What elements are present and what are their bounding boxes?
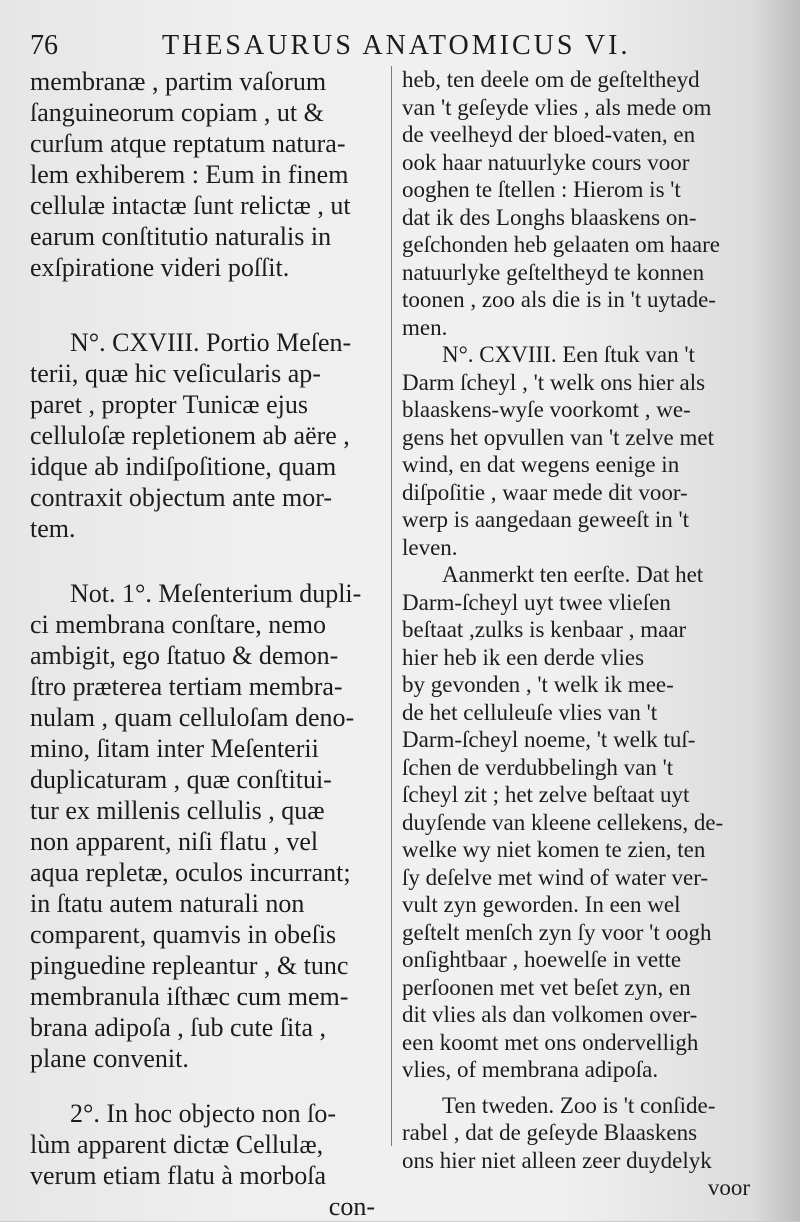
dutch-paragraph-2 — [402, 341, 750, 561]
text-line: mino, ſitam inter Meſenterii — [30, 734, 319, 763]
text-line: ci membrana conſtare, nemo — [30, 610, 326, 639]
text-line: verum etiam flatu à morboſa — [30, 1161, 327, 1190]
text-line: duplicaturam , quæ conſtitui- — [30, 765, 332, 794]
text-line: vlies, of membrana adipoſa. — [402, 1057, 659, 1082]
text-line: nulam , quam celluloſam deno- — [30, 703, 355, 732]
text-line: blaaskens-wyſe voorkomt , we- — [402, 397, 691, 422]
text-line: geſchonden heb gelaaten om haare — [402, 232, 721, 257]
text-line: rabel , dat de geſeyde Blaaskens — [402, 1120, 698, 1145]
column-divider — [391, 66, 392, 1146]
text-line: brana adipoſa , ſub cute ſita , — [30, 1013, 327, 1042]
text-line: celluloſæ repletionem ab aëre , — [30, 421, 350, 450]
text-line: ons hier niet alleen zeer duydelyk — [402, 1147, 712, 1173]
catchword: con- — [328, 1192, 375, 1221]
text-line: Aanmerkt ten eerſte. Dat het — [442, 562, 704, 587]
catchword: voor — [707, 1175, 750, 1200]
text-line: dat ik des Longhs blaaskens on- — [402, 204, 697, 230]
dutch-column — [402, 66, 750, 1202]
text-line: Darm ſcheyl , 't welk ons hier als — [402, 369, 706, 395]
text-line: ſtro præterea tertiam membra- — [30, 672, 343, 701]
text-line: N°. CXVIII. Een ſtuk van 't — [442, 342, 695, 367]
text-line: de het celluleuſe vlies van 't — [402, 699, 658, 725]
text-line: van 't geſeyde vlies , als mede om — [402, 94, 712, 120]
text-line: aqua repletæ, oculos incurrant; — [30, 858, 351, 887]
text-line: N°. CXVIII. Portio Meſen- — [70, 328, 352, 357]
text-line: gens het opvullen van 't zelve met — [402, 424, 714, 450]
text-line: dit vlies als dan volkomen over- — [402, 1002, 698, 1027]
text-line: toonen , zoo als die is in 't uytade- — [402, 287, 716, 312]
text-line: earum conſtitutio naturalis in — [30, 222, 332, 251]
page-number: 76 — [30, 30, 58, 61]
text-line: cellulæ intactæ ſunt relictæ , ut — [30, 191, 351, 220]
text-line: welke wy niet komen te zien, ten — [402, 837, 706, 862]
text-line: perſoonen met vet beſet zyn, en — [402, 974, 691, 1000]
text-line: hier heb ik een derde vlies — [402, 644, 645, 670]
text-line: diſpoſitie , waar mede dit voor- — [402, 479, 688, 505]
latin-paragraph-2 — [30, 327, 385, 544]
text-line: een koomt met ons ondervelligh — [402, 1029, 699, 1055]
latin-paragraph-3 — [30, 578, 385, 1074]
text-line: Ten tweden. Zoo is 't conſide- — [442, 1092, 716, 1118]
text-line: plane convenit. — [30, 1044, 189, 1073]
latin-column — [30, 66, 385, 1222]
latin-paragraph-1 — [30, 66, 385, 283]
text-line: vult zyn geworden. In een wel — [402, 892, 681, 917]
text-line: tur ex millenis cellulis , quæ — [30, 796, 325, 825]
text-line: paret , propter Tunicæ ejus — [30, 390, 309, 419]
text-line: ſcheyl zit ; het zelve beſtaat uyt — [402, 782, 690, 807]
text-line: geſtelt menſch zyn ſy voor 't oogh — [402, 919, 712, 945]
text-line: ambigit, ego ſtatuo & demon- — [30, 641, 339, 670]
text-line: Not. 1°. Meſenterium dupli- — [70, 579, 362, 608]
text-line: werp is aangedaan geweeſt in 't — [402, 507, 690, 532]
text-line: Darm-ſcheyl uyt twee vlieſen — [402, 589, 671, 615]
text-line: tem. — [30, 514, 76, 543]
text-line: idque ab indiſpoſitione, quam — [30, 452, 337, 481]
text-line: non apparent, niſi flatu , vel — [30, 827, 319, 856]
text-line: exſpiratione videri poſſit. — [30, 253, 290, 282]
text-line: ooghen te ſtellen : Hierom is 't — [402, 177, 681, 202]
text-line: in ſtatu autem naturali non — [30, 889, 305, 918]
text-line: membranæ , partim vaſorum — [30, 67, 327, 96]
text-line: Darm-ſcheyl noeme, 't welk tuſ- — [402, 727, 696, 752]
text-line: lùm apparent dictæ Cellulæ, — [30, 1130, 324, 1159]
text-line: ſchen de verdubbelingh van 't — [402, 754, 674, 780]
dutch-paragraph-3 — [402, 561, 750, 1084]
dutch-paragraph-4 — [402, 1092, 750, 1202]
text-line: lem exhiberem : Eum in finem — [30, 160, 349, 189]
text-line: de veelheyd der bloed-vaten, en — [402, 122, 696, 147]
page-header — [30, 28, 750, 68]
latin-paragraph-4 — [30, 1098, 385, 1222]
text-line: 2°. In hoc objecto non ſo- — [70, 1099, 337, 1128]
text-line: men. — [402, 314, 448, 340]
text-line: onſightbaar , hoewelſe in vette — [402, 947, 682, 972]
text-line: pinguedine repleantur , & tunc — [30, 951, 349, 980]
text-line: beſtaat ,zulks is kenbaar , maar — [402, 617, 687, 642]
text-line: comparent, quamvis in obeſis — [30, 920, 337, 949]
text-line: leven. — [402, 534, 458, 560]
text-line: ook haar natuurlyke cours voor — [402, 149, 690, 175]
text-line: membranula iſthæc cum mem- — [30, 982, 349, 1011]
text-line: by gevonden , 't welk ik mee- — [402, 672, 674, 697]
text-line: terii, quæ hic veſicularis ap- — [30, 359, 321, 388]
dutch-paragraph-1 — [402, 66, 750, 341]
text-line: contraxit objectum ante mor- — [30, 483, 332, 512]
running-title: THESAURUS ANATOMICUS VI. — [162, 30, 631, 61]
text-line: wind, en dat wegens eenige in — [402, 452, 680, 477]
text-line: curſum atque reptatum natura- — [30, 129, 346, 158]
text-line: natuurlyke geſteltheyd te konnen — [402, 259, 705, 285]
text-line: ſanguineorum copiam , ut & — [30, 98, 324, 127]
text-line: duyſende van kleene cellekens, de- — [402, 809, 724, 835]
text-line: ſy deſelve met wind of water ver- — [402, 864, 709, 890]
text-line: heb, ten deele om de geſteltheyd — [402, 67, 700, 92]
